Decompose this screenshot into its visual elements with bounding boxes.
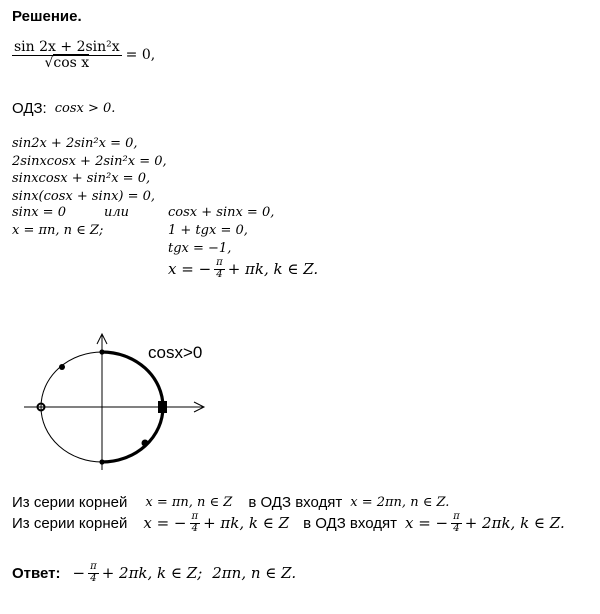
main-fraction — [12, 40, 122, 70]
fraction-denominator: 4 — [216, 268, 223, 280]
point-minus-pi-4 — [142, 440, 149, 447]
step-line: sin2x + 2sin²x = 0, — [12, 136, 138, 151]
case-left-eq: sinx = 0 — [12, 205, 66, 220]
answer-part2: 2πn, n ∈ Z. — [212, 564, 297, 582]
odz-condition: cosx > 0. — [54, 101, 116, 116]
main-equation-rhs: = 0, — [125, 47, 156, 64]
point-top — [99, 349, 104, 354]
conclusion-line-2 — [12, 512, 565, 534]
case-or-word: или — [104, 205, 130, 220]
conclusion1-result: x = 2πn, n ∈ Z. — [350, 495, 450, 510]
case-left-solution: x = πn, n ∈ Z; — [12, 223, 104, 238]
point-3pi-4 — [59, 364, 65, 370]
main-denominator-radicand: cos x — [53, 54, 90, 71]
fraction-numerator: π — [90, 561, 97, 572]
answer-part1: + 2πk, k ∈ Z; — [101, 564, 203, 582]
pi-over-4-fraction — [88, 562, 99, 584]
conclusion2-lead: Из серии корней — [12, 514, 128, 532]
conclusion-line-1 — [12, 494, 449, 511]
main-denominator: √cos x — [44, 54, 90, 71]
conclusion2-result-suffix: + 2πk, k ∈ Z. — [464, 514, 565, 532]
conclusion1-series: x = πn, n ∈ Z — [145, 495, 233, 510]
main-numerator: sin 2x + 2sin²x — [14, 39, 120, 55]
conclusion2-suffix: + πk, k ∈ Z — [203, 514, 290, 532]
steps-block — [12, 135, 167, 205]
case-right-solution-prefix: x = − — [168, 260, 212, 278]
conclusion1-mid: в ОДЗ входят — [248, 494, 343, 511]
pi-over-4-fraction — [451, 512, 462, 534]
case-right-eq: cosx + sinx = 0, — [168, 205, 275, 220]
step-line: sinx(cosx + sinx) = 0, — [12, 188, 156, 204]
conclusion2-mid: в ОДЗ входят — [303, 514, 397, 532]
fraction-numerator: π — [216, 257, 223, 268]
case-right-step2: tgx = −1, — [168, 241, 232, 256]
fraction-numerator: π — [453, 511, 460, 522]
fraction-denominator: 4 — [453, 522, 460, 534]
main-equation — [12, 40, 155, 70]
fraction-denominator: 4 — [90, 572, 97, 584]
point-zero — [158, 401, 167, 413]
conclusion2-result-prefix: x = − — [404, 514, 449, 532]
answer-label: Ответ: — [12, 564, 61, 582]
cosx-positive-label: cosx>0 — [148, 343, 203, 362]
conclusion2-prefix: x = − — [143, 514, 187, 532]
unit-circle-diagram — [18, 328, 218, 478]
point-bottom — [99, 459, 104, 464]
odz-label: ОДЗ: — [12, 100, 47, 117]
fraction-denominator: 4 — [191, 522, 198, 534]
case-right-step1: 1 + tgx = 0, — [168, 223, 248, 238]
conclusion1-lead: Из серии корней — [12, 494, 128, 511]
answer-line — [12, 562, 296, 584]
pi-over-4-fraction — [214, 258, 225, 280]
answer-prefix: − — [72, 564, 86, 582]
odz-line — [12, 100, 115, 117]
pi-over-4-fraction — [190, 512, 201, 534]
x-axis — [24, 402, 204, 412]
solution-heading: Решение. — [12, 8, 82, 25]
case-right-solution — [168, 258, 318, 280]
step-line: sinxcosx + sin²x = 0, — [12, 171, 151, 186]
case-right-solution-suffix: + πk, k ∈ Z. — [227, 260, 319, 278]
fraction-numerator: π — [191, 511, 199, 522]
step-line: 2sinxcosx + 2sin²x = 0, — [12, 153, 167, 169]
